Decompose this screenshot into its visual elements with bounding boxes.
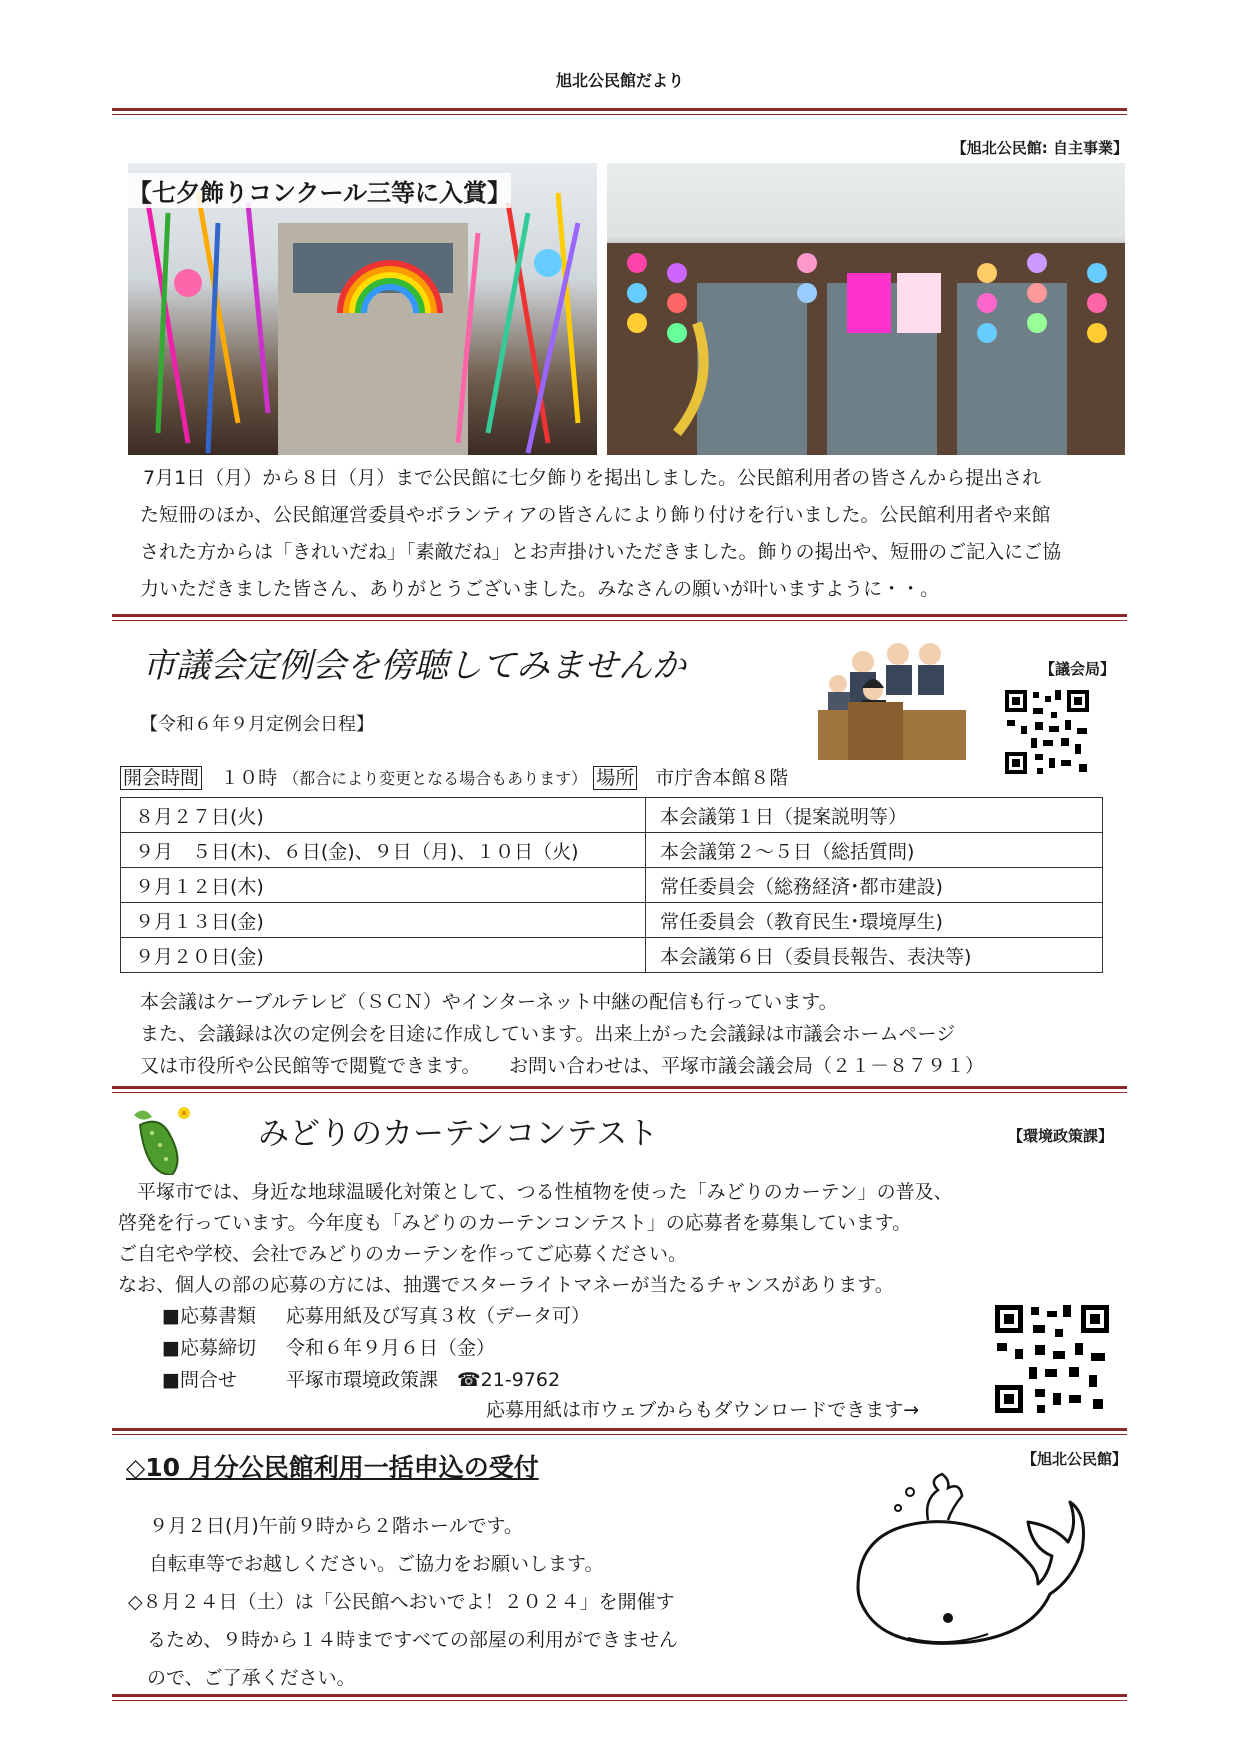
schedule-date: ９月 ５日(木)、６日(金)、９日（月)、１０日（火) — [121, 833, 646, 868]
tanabata-photo-left — [128, 163, 597, 455]
curtain-title: みどりのカーテンコンテスト — [258, 1116, 659, 1152]
time-note: （都合により変更となる場合もあります） — [283, 769, 588, 788]
time-value: １０時 — [220, 767, 278, 789]
booking-title: ◇10 月分公民館利用一括申込の受付 — [126, 1453, 539, 1482]
curtain-line-4: なお、個人の部の応募の方には、抽選でスターライトマネーが当たるチャンスがあります。 — [118, 1274, 894, 1296]
booking-line-1: ９月２日(月)午前９時から２階ホールです。 — [130, 1515, 523, 1537]
booking-line-5: ので、ご了承ください。 — [128, 1667, 356, 1689]
booking-line-4: るため、９時から１４時まですべての部屋の利用ができません — [128, 1629, 678, 1651]
goya-icon — [130, 1103, 196, 1175]
schedule-date: ８月２７日(火) — [121, 798, 646, 833]
table-row — [121, 833, 1103, 868]
list-item — [162, 1300, 590, 1332]
curtain-line-3: ご自宅や学校、会社でみどりのカーテンを作ってご応募ください。 — [118, 1243, 688, 1265]
tanabata-entrance-image — [607, 163, 1125, 455]
section-rule-2 — [112, 1086, 1127, 1093]
org-tag-kankyo: 【環境政策課】 — [1008, 1127, 1114, 1145]
tanabata-photo-right — [607, 163, 1125, 455]
section-rule-1 — [112, 614, 1127, 621]
council-note-3: 又は市役所や公民館等で閲覧できます。 お問い合わせは、平塚市議会議会局（２１－８７９１） — [140, 1055, 984, 1077]
tanabata-line-4: 力いただきました皆さん、ありがとうございました。みなさんの願いが叶いますように・・。 — [140, 578, 940, 600]
schedule-date: ９月１２日(木) — [121, 868, 646, 903]
footer-rule — [112, 1694, 1127, 1701]
booking-line-3: ◇８月２４日（土）は「公民館へおいでよ！２０２４」を開催す — [128, 1591, 675, 1613]
org-tag-kominkan: 【旭北公民館】 — [1022, 1450, 1128, 1468]
schedule-event: 常任委員会（総務経済･都市建設) — [646, 868, 1103, 903]
booking-line-2: 自転車等でお越しください。ご協力をお願いします。 — [130, 1553, 604, 1575]
item-value: 令和６年９月６日（金） — [286, 1337, 496, 1359]
tanabata-line-2: た短冊のほか、公民館運営委員やボランティアの皆さんにより飾り付けを行いました。公民館利用者や来館 — [140, 504, 1051, 526]
org-tag-kominkan-jishu: 【旭北公民館: 自主事業】 — [951, 139, 1128, 157]
schedule-event: 本会議第２～５日（総括質問) — [646, 833, 1103, 868]
curtain-line-2: 啓発を行っています。今年度も「みどりのカーテンコンテスト」の応募者を募集しています。 — [118, 1212, 912, 1234]
schedule-event: 本会議第６日（委員長報告、表決等) — [646, 938, 1103, 973]
page-header-title: 旭北公民館だより — [555, 71, 684, 90]
table-row — [121, 868, 1103, 903]
tanabata-line-3: された方からは「きれいだね」「素敵だね」とお声掛けいただきました。飾りの掲出や、短冊のご記入にご協 — [140, 541, 1062, 563]
meeting-time-place — [120, 763, 788, 790]
tanabata-title: 【七夕飾りコンクール三等に入賞】 — [128, 173, 511, 208]
tanabata-line-1: 7月1日（月）から８日（月）まで公民館に七夕飾りを掲出しました。公民館利用者の皆さんから提出され — [143, 467, 1042, 489]
curtain-line-1: 平塚市では、身近な地球温暖化対策として、つる性植物を使った「みどりのカーテン」の普及、 — [118, 1181, 953, 1203]
place-label: 場所 — [593, 766, 637, 790]
download-note: 応募用紙は市ウェブからもダウンロードできます→ — [486, 1399, 920, 1421]
header-rule — [112, 108, 1127, 115]
item-label: ■問合せ — [162, 1369, 237, 1391]
item-label: ■応募書類 — [162, 1305, 256, 1327]
schedule-date: ９月１３日(金) — [121, 903, 646, 938]
item-value: 平塚市環境政策課 ☎21-9762 — [286, 1369, 561, 1391]
list-item — [162, 1332, 590, 1364]
council-title: 市議会定例会を傍聴してみませんか — [142, 646, 686, 686]
whale-illustration — [838, 1468, 1086, 1678]
council-illustration — [818, 632, 966, 760]
item-value: 応募用紙及び写真３枚（データ可） — [286, 1305, 591, 1327]
item-label: ■応募締切 — [162, 1337, 256, 1359]
schedule-table — [120, 797, 1103, 973]
list-item — [162, 1364, 590, 1396]
application-items — [162, 1300, 590, 1396]
place-value: 市庁舎本館８階 — [655, 767, 789, 789]
schedule-date: ９月２０日(金) — [121, 938, 646, 973]
org-tag-gikaikyoku: 【議会局】 — [1040, 660, 1116, 678]
table-row — [121, 903, 1103, 938]
table-row — [121, 938, 1103, 973]
schedule-event: 本会議第１日（提案説明等） — [646, 798, 1103, 833]
schedule-event: 常任委員会（教育民生･環境厚生) — [646, 903, 1103, 938]
council-note-1: 本会議はケーブルテレビ（ＳＣＮ）やインターネット中継の配信も行っています。 — [140, 991, 838, 1013]
section-rule-3 — [112, 1428, 1127, 1435]
schedule-heading: 【令和６年９月定例会日程】 — [140, 714, 374, 735]
table-row — [121, 798, 1103, 833]
curtain-qr-code[interactable] — [993, 1303, 1111, 1415]
time-label: 開会時間 — [120, 766, 202, 790]
council-note-2: また、会議録は次の定例会を目途に作成しています。出来上がった会議録は市議会ホームページ — [140, 1023, 956, 1045]
council-qr-code[interactable] — [1003, 688, 1091, 776]
